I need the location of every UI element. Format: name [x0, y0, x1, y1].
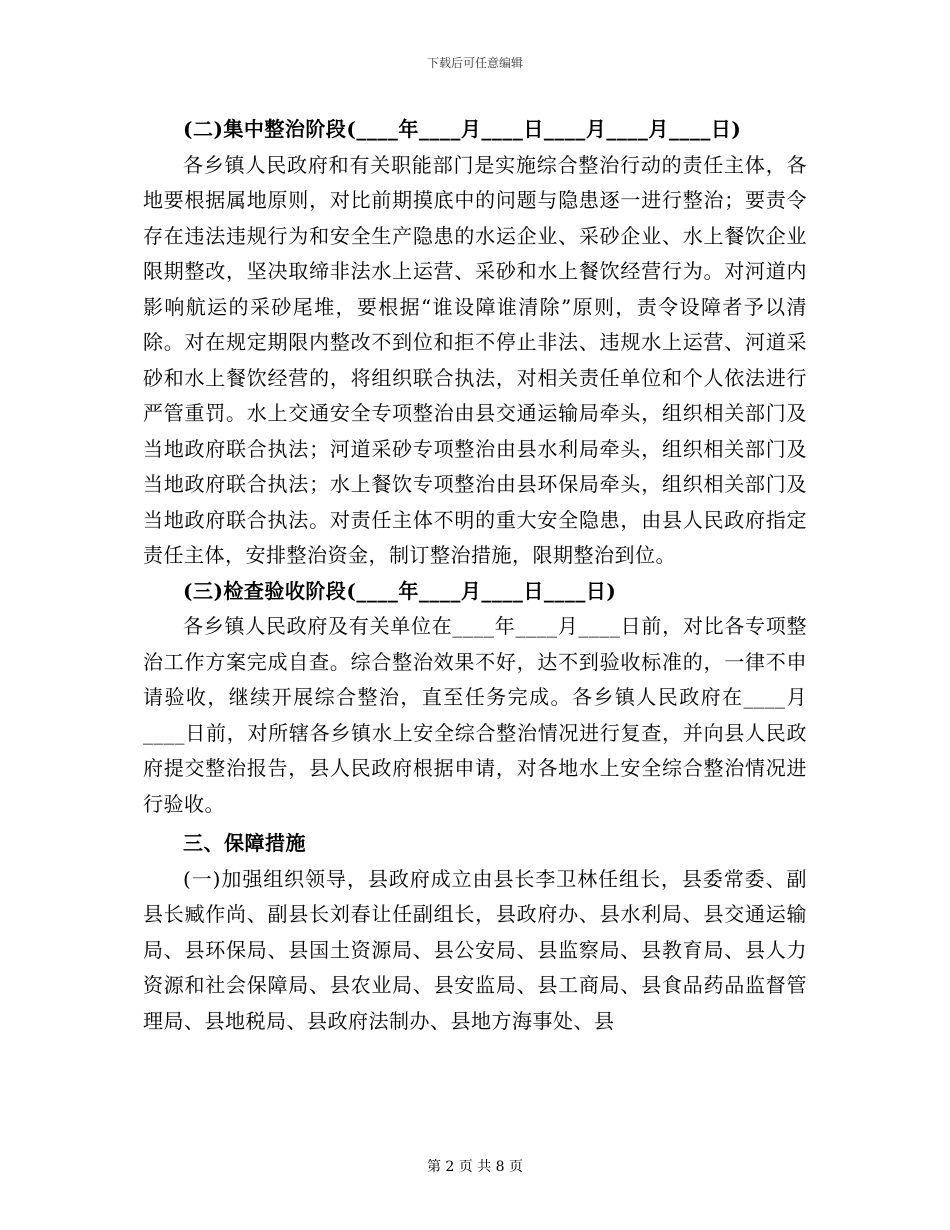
paragraph-organizational-leadership: (一)加强组织领导，县政府成立由县长李卫林任组长，县委常委、副县长臧作尚、副县长刘春让任副组长，县政府办、县水利局、县交通运输局、县环保局、县国土资源局、县公安局、县监察局、县教育局、县人力资源和社会保障局、县农业局、县安监局、县工商局、县食品药品监督管理局、县地税局、县政府法制办、县地方海事处、县 — [143, 866, 807, 1033]
paragraph-centralized-rectification: 各乡镇人民政府和有关职能部门是实施综合整治行动的责任主体，各地要根据属地原则，对比前期摸底中的问题与隐患逐一进行整治；要责令存在违法违规行为和安全生产隐患的水运企业、采砂企业、水上餐饮企业限期整改，坚决取缔非法水上运营、采砂和水上餐饮经营行为。对河道内影响航运的采砂尾堆，要根据“谁设障谁清除”原则，责令设障者予以清除。对在规定期限内整改不到位和拒不停止非法、违规水上运营、河道采砂和水上餐饮经营的，将组织联合执法，对相关责任单位和个人依法进行严管重罚。水上交通安全专项整治由县交通运输局牵头，组织相关部门及当地政府联合执法；河道采砂专项整治由县水利局牵头，组织相关部门及当地政府联合执法；水上餐饮专项整治由县环保局牵头，组织相关部门及当地政府联合执法。对责任主体不明的重大安全隐患，由县人民政府指定责任主体，安排整治资金，制订整治措施，限期整治到位。 — [143, 152, 807, 567]
paragraph-inspection-acceptance: 各乡镇人民政府及有关单位在____年____月____日前，对比各专项整治工作方案完成自查。综合整治效果不好，达不到验收标准的，一律不申请验收，继续开展综合整治，直至任务完成。各乡镇人民政府在____月____日前，对所辖各乡镇水上安全综合整治情况进行复查，并向县人民政府提交整治报告，县人民政府根据申请，对各地水上安全综合整治情况进行验收。 — [143, 614, 807, 816]
section-heading-safeguard-measures: 三、保障措施 — [183, 831, 306, 855]
document-body — [143, 112, 807, 1039]
section-heading-inspection-acceptance: (三)检查验收阶段(____年____月____日____日) — [183, 578, 617, 603]
page-header-note: 下载后可任意编辑 — [426, 56, 523, 70]
page-number-footer: 第 2 页 共 8 页 — [426, 1159, 524, 1175]
section-heading-centralized-rectification: (二)集中整治阶段(____年____月____日____月____月____日) — [183, 117, 742, 141]
